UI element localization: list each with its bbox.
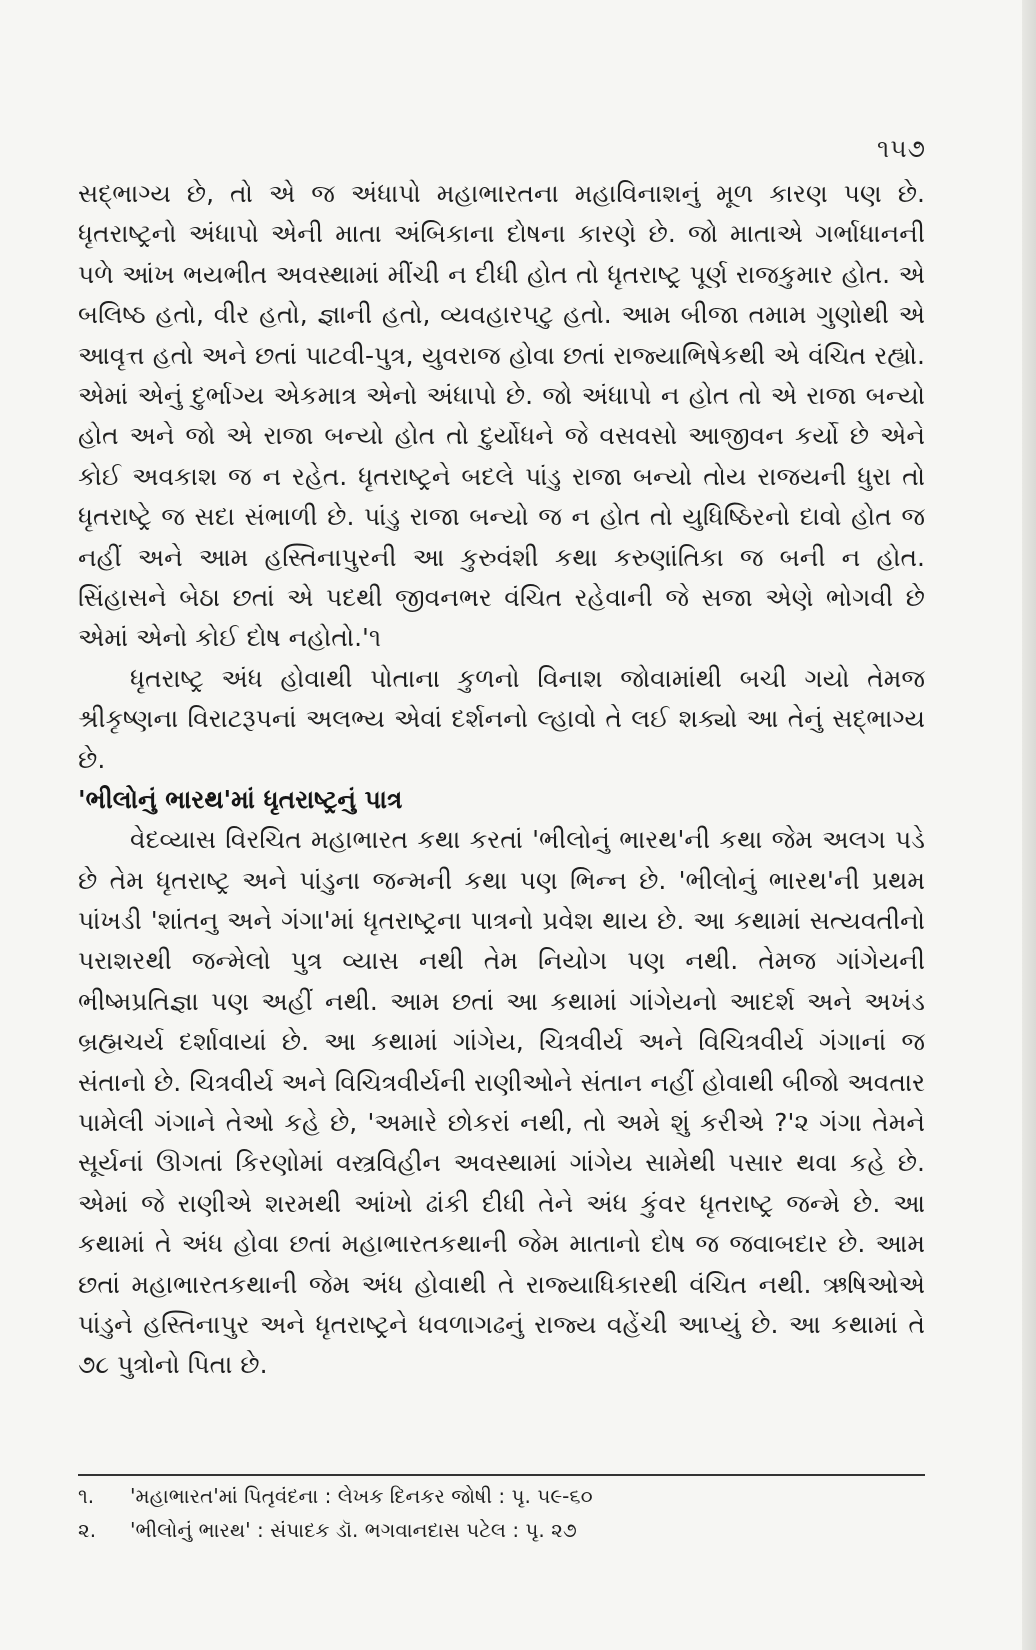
footnotes — [78, 1479, 925, 1547]
footnote-2 — [78, 1513, 925, 1547]
page-edge — [1022, 0, 1036, 1650]
paragraph-fortune: ધૃતરાષ્ટ્ર અંધ હોવાથી પોતાના કુળનો વિનાશ જોવામાંથી બચી ગયો તેમજ શ્રીકૃષ્ણના વિરાટરૂપનાં અલભ્ય એવાં દર્શનનો લ્હાવો તે લઈ શક્યો આ તેનું સદ્ભાગ્ય છે. — [78, 663, 925, 774]
page-body — [78, 174, 925, 1386]
page-number: ૧૫૭ — [876, 134, 926, 163]
footnote-text: 'ભીલોનું ભારથ' : સંપાદક ડૉ. ભગવાનદાસ પટેલ : પૃ. ૨૭ — [130, 1518, 577, 1542]
section-paragraph: વેદવ્યાસ વિરચિત મહાભારત કથા કરતાં 'ભીલોનું ભારથ'ની કથા જેમ અલગ પડે છે તેમ ધૃતરાષ્ટ્ર અને પાંડુના જન્મની કથા પણ ભિન્ન છે. 'ભીલોનું ભારથ'ની પ્રથમ પાંખડી 'શાંતનુ અને ગંગા'માં ધૃતરાષ્ટ્રના પાત્રનો પ્રવેશ થાય છે. આ કથામાં સત્યવતીનો પરાશરથી જન્મેલો પુત્ર વ્યાસ નથી તેમ નિયોગ પણ નથી. તેમજ ગાંગેયની ભીષ્મપ્રતિજ્ઞા પણ અહીં નથી. આમ છતાં આ કથામાં ગાંગેયનો આદર્શ અને અખંડ બ્રહ્મચર્ય દર્શાવાયાં છે. આ કથામાં ગાંગેય, ચિત્રવીર્ય અને વિચિત્રવીર્ય ગંગાનાં જ સંતાનો છે. ચિત્રવીર્ય અને વિચિત્રવીર્યની રાણીઓને સંતાન નહીં હોવાથી બીજો અવતાર પામેલી ગંગાને તેઓ કહે છે, 'અમારે છોકરાં નથી, તો અમે શું કરીએ ?'૨ ગંગા તેમને સૂર્યનાં ઊગતાં કિરણોમાં વસ્ત્રવિહીન અવસ્થામાં ગાંગેય સામેથી પસાર થવા કહે છે. એમાં જે રાણીએ શરમથી આંખો ઢાંકી દીધી તેને અંધ કુંવર ધૃતરાષ્ટ્ર જન્મે છે. આ કથામાં તે અંધ હોવા છતાં મહાભારતકથાની જેમ માતાનો દોષ જ જવાબદાર છે. આમ છતાં મહાભારતકથાની જેમ અંધ હોવાથી તે રાજ્યાધિકારથી વંચિત નથી. ઋષિઓએ પાંડુને હસ્તિનાપુર અને ધૃતરાષ્ટ્રને ધવળાગઢનું રાજ્ય વહેંચી આપ્યું છે. આ કથામાં તે ૭૮ પુત્રોનો પિતા છે. — [78, 825, 925, 1380]
footnote-number: ૧. — [78, 1484, 95, 1508]
footnote-text: 'મહાભારત'માં પિતૃવંદના : લેખક દિનકર જોષી : પૃ. ૫૯-૬૦ — [130, 1484, 593, 1508]
footnote-number: ૨. — [78, 1518, 97, 1542]
section-heading: 'ભીલોનું ભારથ'માં ધૃતરાષ્ટ્રનું પાત્ર — [78, 785, 403, 815]
paragraph-continuation: સદ્ભાગ્ય છે, તો એ જ અંધાપો મહાભારતના મહાવિનાશનું મૂળ કારણ પણ છે. ધૃતરાષ્ટ્રનો અંધાપો એની માતા અંબિકાના દોષના કારણે છે. જો માતાએ ગર્ભાધાનની પળે આંખ ભયભીત અવસ્થામાં મીંચી ન દીધી હોત તો ધૃતરાષ્ટ્ર પૂર્ણ રાજકુમાર હોત. એ બલિષ્ઠ હતો, વીર હતો, જ્ઞાની હતો, વ્યવહારપટુ હતો. આમ બીજા તમામ ગુણોથી એ આવૃત્ત હતો અને છતાં પાટવી-પુત્ર, યુવરાજ હોવા છતાં રાજ્યાભિષેકથી એ વંચિત રહ્યો. એમાં એનું દુર્ભાગ્ય એકમાત્ર એનો અંધાપો છે. જો અંધાપો ન હોત તો એ રાજા બન્યો હોત અને જો એ રાજા બન્યો હોત તો દુર્યોધને જે વસવસો આજીવન કર્યો છે એને કોઈ અવકાશ જ ન રહેત. ધૃતરાષ્ટ્રને બદલે પાંડુ રાજા બન્યો તોય રાજયની ધુરા તો ધૃતરાષ્ટ્રે જ સદા સંભાળી છે. પાંડુ રાજા બન્યો જ ન હોત તો યુધિષ્ઠિરનો દાવો હોત જ નહીં અને આમ હસ્તિનાપુરની આ કુરુવંશી કથા કરુણાંતિકા જ બની ન હોત. સિંહાસને બેઠા છતાં એ પદથી જીવનભર વંચિત રહેવાની જે સજા એણે ભોગવી છે એમાં એનો કોઈ દોષ નહોતો.'૧ — [78, 179, 925, 653]
footnote-divider — [78, 1474, 925, 1476]
footnote-1 — [78, 1479, 925, 1513]
